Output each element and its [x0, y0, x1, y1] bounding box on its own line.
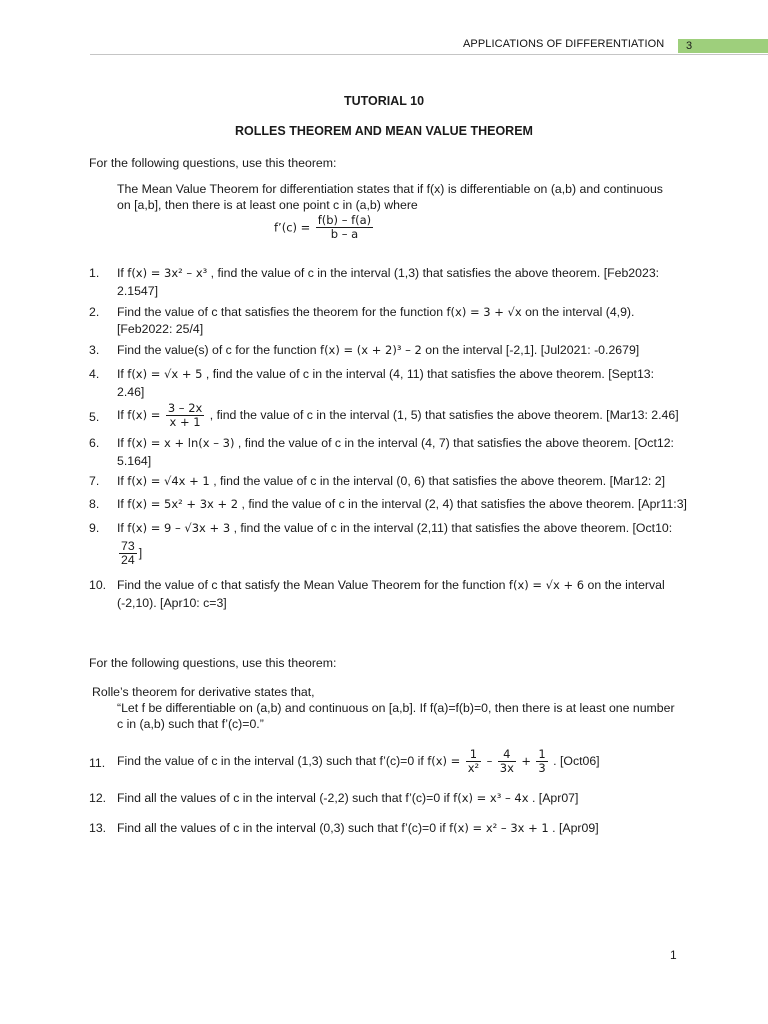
rolle-statement-head: Rolle’s theorem for derivative states that, [92, 685, 315, 699]
mvt-statement-line1: The Mean Value Theorem for differentiation states that if f(x) is differentiable on (a,b) and continuous [117, 182, 663, 196]
question-number: 5. [89, 410, 100, 424]
question-answer: (-2,10). [Apr10: c=3] [117, 596, 227, 610]
question-answer: 2.46] [117, 385, 145, 399]
page-number: 1 [670, 948, 677, 962]
mvt-formula-fraction [316, 214, 373, 241]
question-text: Find the value of c in the interval (1,3) such that f’(c)=0 if f(x) = $\frac{1}{\text{x²}}$ – $\frac{4}{3x}$ + $\frac{1}{3}$ . [Oct06] [117, 747, 600, 775]
mvt-formula [274, 214, 375, 241]
question-formula-lhs: f(x) = [127, 407, 161, 422]
question-text: If f(x) = √4x + 1 , find the value of c in the interval (0, 6) that satisfies the above theorem. [Mar12: 2] [117, 474, 665, 488]
question-number: 3. [89, 343, 100, 357]
tutorial-subtitle: ROLLES THEOREM AND MEAN VALUE THEOREM [235, 124, 533, 138]
question-formula: f(x) = 5x² + 3x + 2 [127, 497, 239, 511]
question-answer: [Feb2022: 25/4] [117, 322, 204, 336]
question-formula: f(x) = √x + 6 [508, 578, 585, 592]
question-formula: f(x) = 3 + √x [446, 305, 522, 319]
chapter-number: 3 [686, 40, 693, 52]
question-number: 2. [89, 305, 100, 319]
question-number: 4. [89, 367, 100, 381]
question-text: Find all the values of c in the interval (-2,2) such that f’(c)=0 if f(x) = x³ – 4x . [Apr07] [117, 791, 579, 805]
header-divider [90, 54, 768, 55]
question-number: 6. [89, 436, 100, 450]
question-formula: f(x) = x² – 3x + 1 [449, 821, 549, 835]
question-text: Find all the values of c in the interval (0,3) such that f’(c)=0 if f(x) = x² – 3x + 1 . [Apr09] [117, 821, 599, 835]
question-formula: f(x) = x + ln(x – 3) [127, 436, 235, 450]
question-formula: f(x) = √x + 5 [127, 367, 203, 381]
question-number: 8. [89, 497, 100, 511]
question-number: 10. [89, 578, 107, 592]
question-number: 7. [89, 474, 100, 488]
section2-intro: For the following questions, use this theorem: [89, 656, 337, 670]
question-number: 11. [89, 756, 106, 770]
running-header-title: APPLICATIONS OF DIFFERENTIATION [463, 38, 665, 50]
question-text: If f(x) = 5x² + 3x + 2 , find the value of c in the interval (2, 4) that satisfies the above theorem. [Apr11:3] [117, 497, 687, 511]
question-formula: f(x) = x³ – 4x [453, 791, 529, 805]
rolle-statement-line1: “Let f be differentiable on (a,b) and continuous on [a,b]. If f(a)=f(b)=0, then there is at least one number [117, 701, 675, 715]
question-text: Find the value of c that satisfy the Mean Value Theorem for the function f(x) = √x + 6 on the interval [117, 578, 665, 592]
question-answer: $\frac{73}{24}$ ] [121, 539, 143, 567]
question-formula: f(x) = (x + 2)³ – 2 [320, 343, 422, 357]
mvt-formula-numerator: f(b) – f(a) [317, 213, 372, 227]
question-text: Find the value of c that satisfies the theorem for the function f(x) = 3 + √x on the interval (4,9). [117, 305, 635, 319]
question-number: 9. [89, 521, 100, 535]
question-text: If f(x) = √x + 5 , find the value of c in the interval (4, 11) that satisfies the above theorem. [Sept13: [117, 367, 655, 381]
question-text: If f(x) = 3x² – x³ , find the value of c in the interval (1,3) that satisfies the above theorem. [Feb2023: [117, 266, 660, 280]
section1-intro: For the following questions, use this theorem: [89, 156, 337, 170]
mvt-formula-denominator: b – a [330, 227, 359, 241]
rolle-statement-line2: c in (a,b) such that f’(c)=0.” [117, 717, 264, 731]
question-text: If f(x) = x + ln(x – 3) , find the value of c in the interval (4, 7) that satisfies the above theorem. [Oct12: [117, 436, 674, 450]
question-fraction-3: $\frac{1}{3}$ [538, 747, 546, 775]
question-formula: f(x) = √4x + 1 [127, 474, 210, 488]
question-number: 1. [89, 266, 100, 280]
question-number: 12. [89, 791, 107, 805]
question-text: If f(x) = $\frac{3 - 2x}{x + 1}$ , find the value of c in the interval (1, 5) that satisfies the above theorem. [Mar13: 2.46] [117, 401, 679, 429]
answer-fraction: $\frac{73}{24}$ [121, 539, 135, 567]
question-formula-fraction: $\frac{3 - 2x}{x + 1}$ [167, 401, 203, 429]
question-formula: f(x) = 9 – √3x + 3 [127, 521, 231, 535]
question-text: Find the value(s) of c for the function f(x) = (x + 2)³ – 2 on the interval [-2,1]. [Jul2021: -0.2679] [117, 343, 640, 357]
question-formula-lhs: f(x) = [427, 753, 461, 768]
mvt-formula-lhs: f’(c) = [274, 220, 311, 235]
mvt-statement-line2: on [a,b], then there is at least one point c in (a,b) where [117, 198, 418, 212]
question-number: 13. [89, 821, 107, 835]
tutorial-title: TUTORIAL 10 [343, 94, 425, 108]
question-answer: 5.164] [117, 454, 152, 468]
question-formula: f(x) = 3x² – x³ [127, 266, 208, 280]
question-text: If f(x) = 9 – √3x + 3 , find the value of c in the interval (2,11) that satisfies the above theorem. [Oct10: [117, 521, 673, 535]
question-fraction-2: $\frac{4}{3x}$ [499, 747, 514, 775]
question-answer: 2.1547] [117, 284, 159, 298]
chapter-badge [678, 39, 768, 53]
question-fraction-1: $\frac{1}{\text{x²}}$ [467, 747, 480, 775]
